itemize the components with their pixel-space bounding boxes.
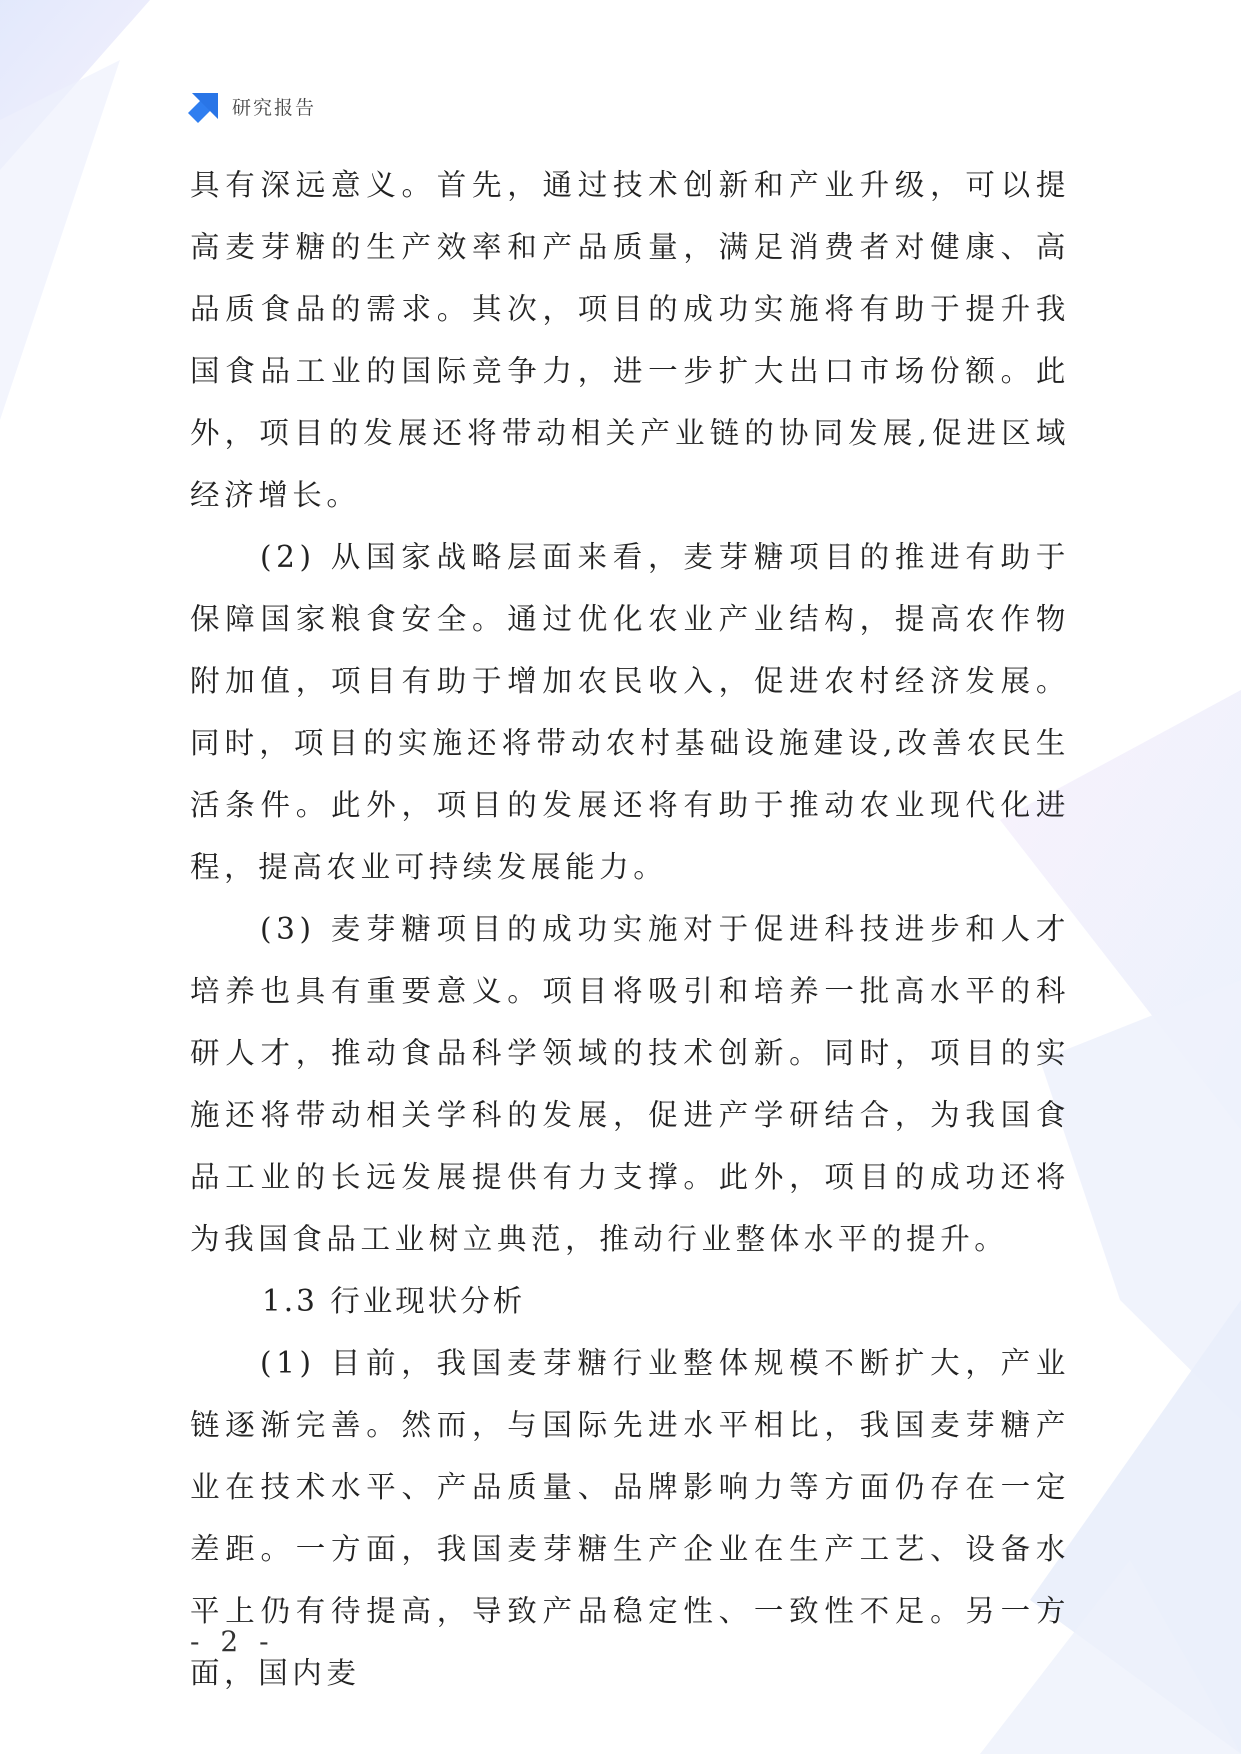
paragraph: (2) 从国家战略层面来看，麦芽糖项目的推进有助于保障国家粮食安全。通过优化农业产业结构，提高农作物附加值，项目有助于增加农民收入，促进农村经济发展。同时，项目的实施还将带动农村基础设施建设,改善农民生活条件。此外，项目的发展还将有助于推动农业现代化进程，提高农业可持续发展能力。	[190, 540, 1070, 884]
header-title: 研究报告	[232, 96, 317, 119]
arrow-up-right-icon	[188, 89, 222, 123]
paragraph: 具有深远意义。首先，通过技术创新和产业升级，可以提高麦芽糖的生产效率和产品质量，满足消费者对健康、高品质食品的需求。其次，项目的成功实施将有助于提升我国食品工业的国际竞争力，进一步扩大出口市场份额。此外，项目的发展还将带动相关产业链的协同发展,促进区域经济增长。	[190, 168, 1070, 512]
document-body	[190, 154, 1070, 1704]
paragraph: (1) 目前，我国麦芽糖行业整体规模不断扩大，产业链逐渐完善。然而，与国际先进水平相比，我国麦芽糖产业在技术水平、产品质量、品牌影响力等方面仍存在一定差距。一方面，我国麦芽糖生产企业在生产工艺、设备水平上仍有待提高，导致产品稳定性、一致性不足。另一方面，国内麦	[190, 1346, 1070, 1690]
paragraph: (3) 麦芽糖项目的成功实施对于促进科技进步和人才培养也具有重要意义。项目将吸引和培养一批高水平的科研人才，推动食品科学领域的技术创新。同时，项目的实施还将带动相关学科的发展，促进产学研结合，为我国食品工业的长远发展提供有力支撑。此外，项目的成功还将为我国食品工业树立典范，推动行业整体水平的提升。	[190, 912, 1070, 1256]
page-number: - 2 -	[190, 1625, 275, 1658]
section-heading: 1.3 行业现状分析	[262, 1284, 526, 1318]
report-header	[188, 86, 316, 126]
